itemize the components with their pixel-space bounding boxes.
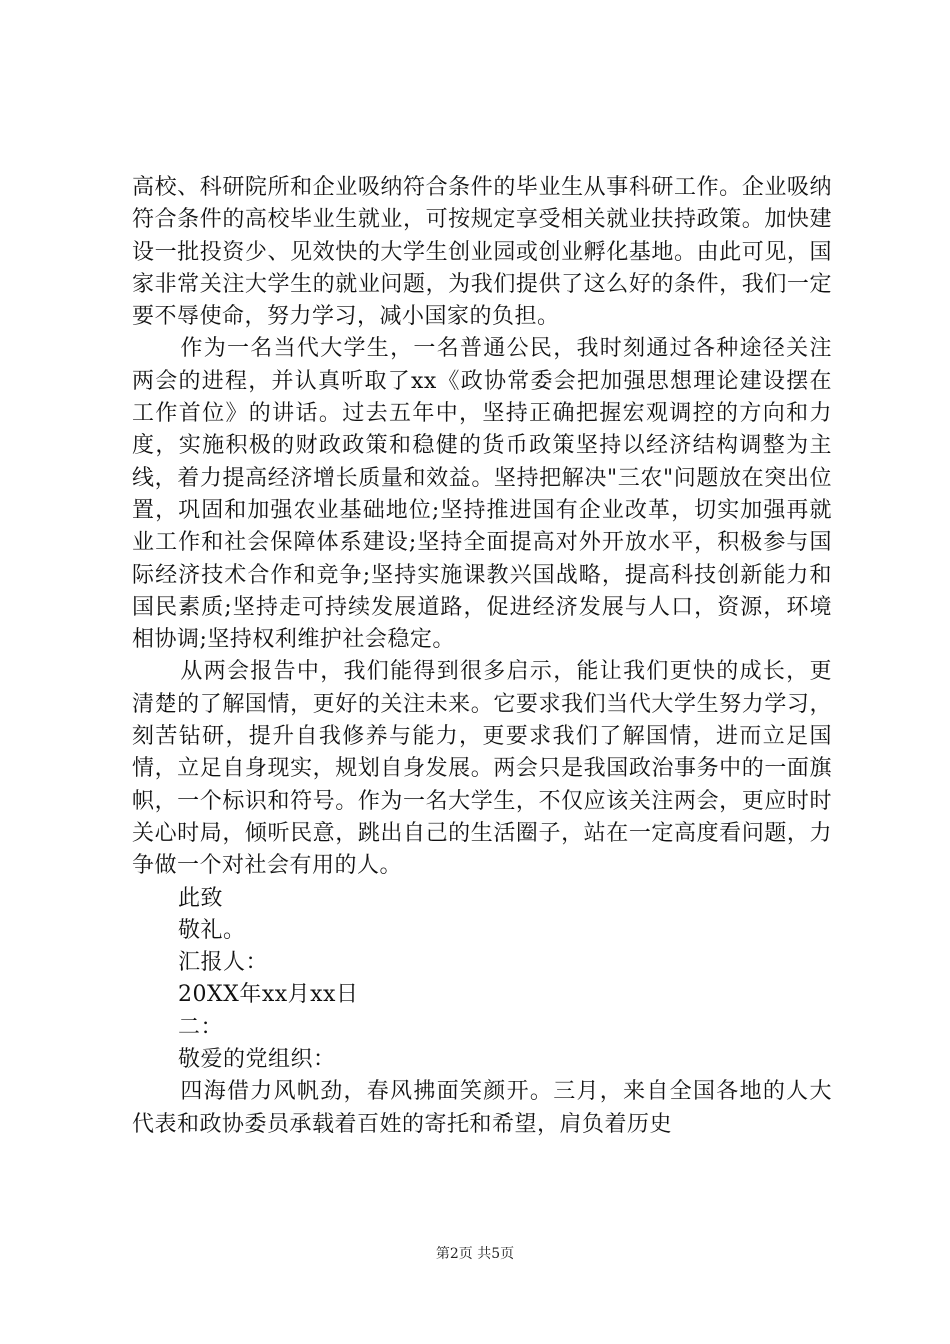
paragraph-4: 四海借力风帆劲，春风拂面笑颜开。三月，来自全国各地的人大代表和政协委员承载着百姓的寄托和希望，肩负着历史 — [132, 1079, 832, 1137]
reporter-line: 汇报人： — [178, 950, 269, 976]
paragraph-1: 高校、科研院所和企业吸纳符合条件的毕业生从事科研工作。企业吸纳符合条件的高校毕业生就业，可按规定享受相关就业扶持政策。加快建设一批投资少、见效快的大学生创业园或创业孵化基地。由此可见，国家非常关注大学生的就业问题，为我们提供了这么好的条件，我们一定要不辱使命，努力学习，减小国家的负担。 — [132, 175, 832, 330]
salutation-line: 此致 — [178, 885, 224, 911]
page-number-footer: 第2页 共5页 — [435, 1246, 515, 1262]
date-line: 20XX年xx月xx日 — [178, 982, 359, 1008]
paragraph-3: 从两会报告中，我们能得到很多启示，能让我们更快的成长，更清楚的了解国情，更好的关注未来。它要求我们当代大学生努力学习，刻苦钻研，提升自我修养与能力，更要求我们了解国情，进而立足国情，立足自身现实，规划自身发展。两会只是我国政治事务中的一面旗帜，一个标识和符号。作为一名大学生，不仅应该关注两会，更应时时关心时局，倾听民意，跳出自己的生活圈子，站在一定高度看问题，力争做一个对社会有用的人。 — [132, 659, 832, 879]
addressee-line: 敬爱的党组织： — [178, 1047, 336, 1073]
section-heading: 二： — [178, 1014, 224, 1040]
document-body — [132, 172, 832, 1141]
paragraph-2: 作为一名当代大学生，一名普通公民，我时刻通过各种途径关注两会的进程，并认真听取了xx《政协常委会把加强思想理论建设摆在工作首位》的讲话。过去五年中，坚持正确把握宏观调控的方向和力度，实施积极的财政政策和稳健的货币政策坚持以经济结构调整为主线，着力提高经济增长质量和效益。坚持把解决"三农"问题放在突出位置，巩固和加强农业基础地位;坚持推进国有企业改革，切实加强再就业工作和社会保障体系建设;坚持全面提高对外开放水平，积极参与国际经济技术合作和竞争;坚持实施课教兴国战略，提高科技创新能力和国民素质;坚持走可持续发展道路，促进经济发展与人口，资源，环境相协调;坚持权利维护社会稳定。 — [132, 336, 832, 653]
regards-line: 敬礼。 — [178, 917, 246, 943]
